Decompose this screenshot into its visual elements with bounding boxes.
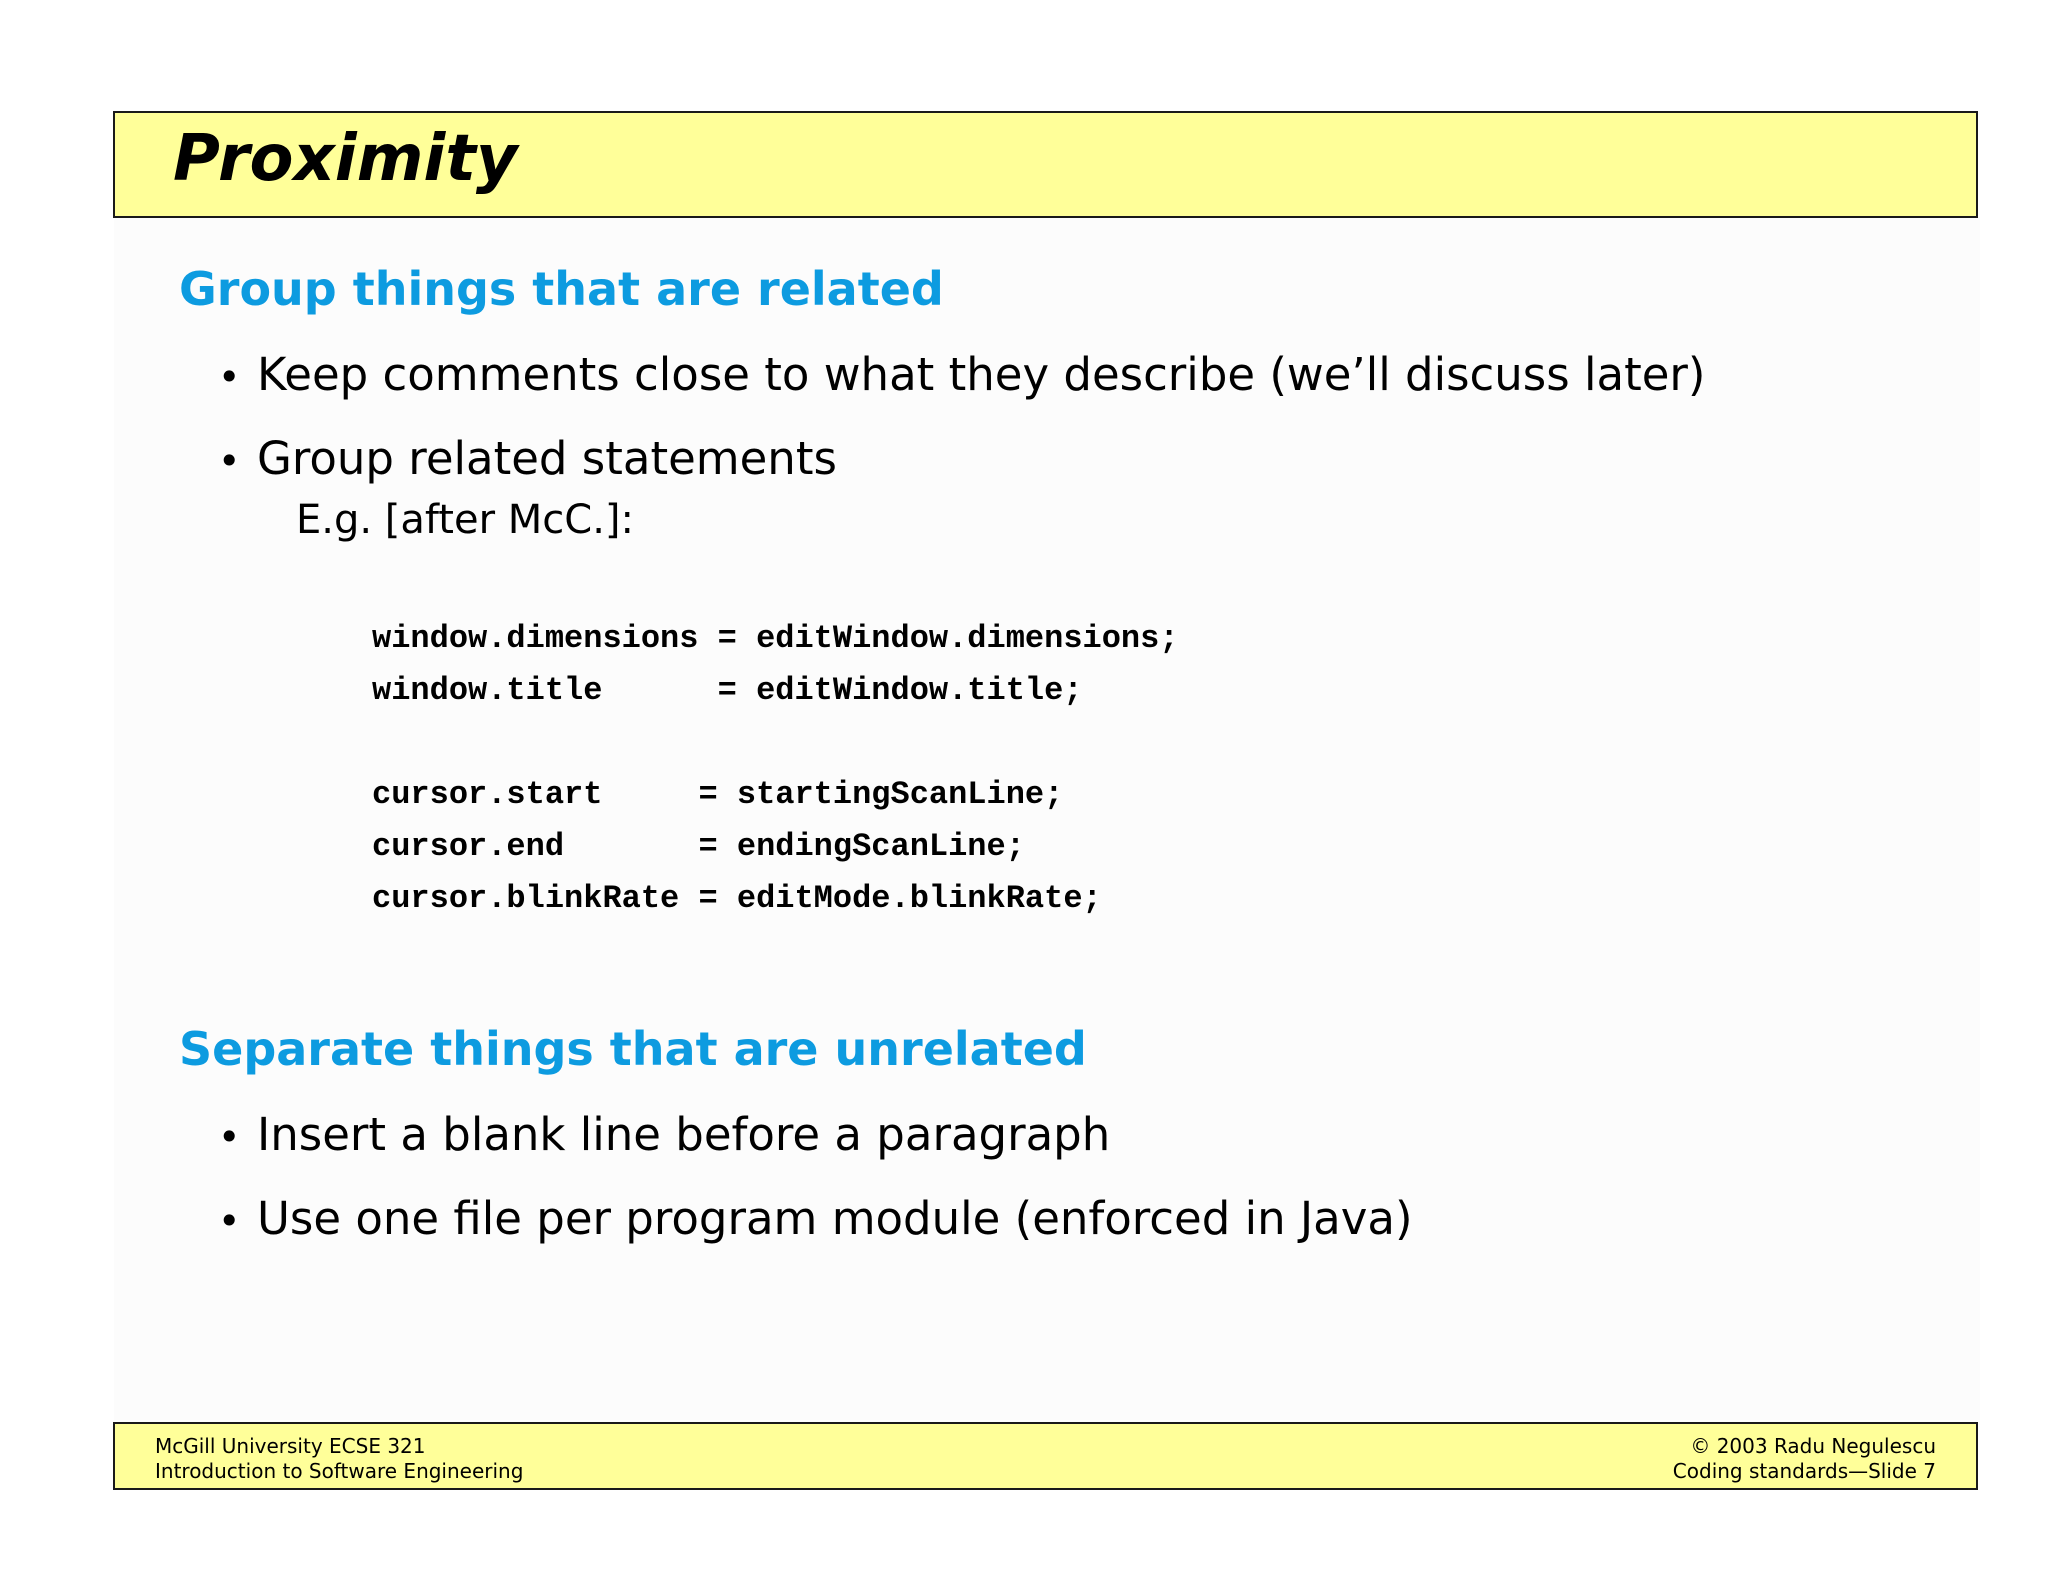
footer-copyright: © 2003 Radu Negulescu: [1690, 1434, 1936, 1458]
footer-course-title: Introduction to Software Engineering: [155, 1459, 524, 1483]
section-heading-unrelated: Separate things that are unrelated: [179, 1022, 1087, 1076]
bullet-icon: •: [218, 355, 241, 399]
bullet-item: [218, 348, 1706, 401]
bullet-text: Keep comments close to what they describe (we’ll discuss later): [257, 348, 1706, 401]
bullet-text: Insert a blank line before a paragraph: [257, 1108, 1111, 1161]
code-line: cursor.blinkRate = editMode.blinkRate;: [372, 880, 1102, 917]
bullet-item: [218, 432, 837, 485]
bullet-icon: •: [218, 439, 241, 483]
footer-slide-info: [1673, 1434, 1936, 1484]
section-heading-related: Group things that are related: [179, 262, 944, 316]
bullet-item: [218, 1108, 1111, 1161]
code-line: cursor.end = endingScanLine;: [372, 828, 1025, 865]
bullet-icon: •: [218, 1199, 241, 1243]
bullet-text: Group related statements: [257, 432, 837, 485]
footer-slide-number: Coding standards—Slide 7: [1672, 1459, 1936, 1483]
footer-bar: [113, 1422, 1978, 1490]
bullet-icon: •: [218, 1115, 241, 1159]
example-caption: E.g. [after McC.]:: [296, 497, 634, 543]
footer-course-info: [155, 1434, 523, 1484]
footer-university: McGill University ECSE 321: [155, 1434, 426, 1458]
code-line: window.title = editWindow.title;: [372, 672, 1083, 709]
slide-title: Proximity: [173, 122, 518, 196]
code-line: cursor.start = startingScanLine;: [372, 776, 1064, 813]
title-bar: [113, 111, 1978, 218]
bullet-text: Use one file per program module (enforced in Java): [257, 1192, 1413, 1245]
bullet-item: [218, 1192, 1413, 1245]
code-line: window.dimensions = editWindow.dimensions;: [372, 620, 1179, 657]
